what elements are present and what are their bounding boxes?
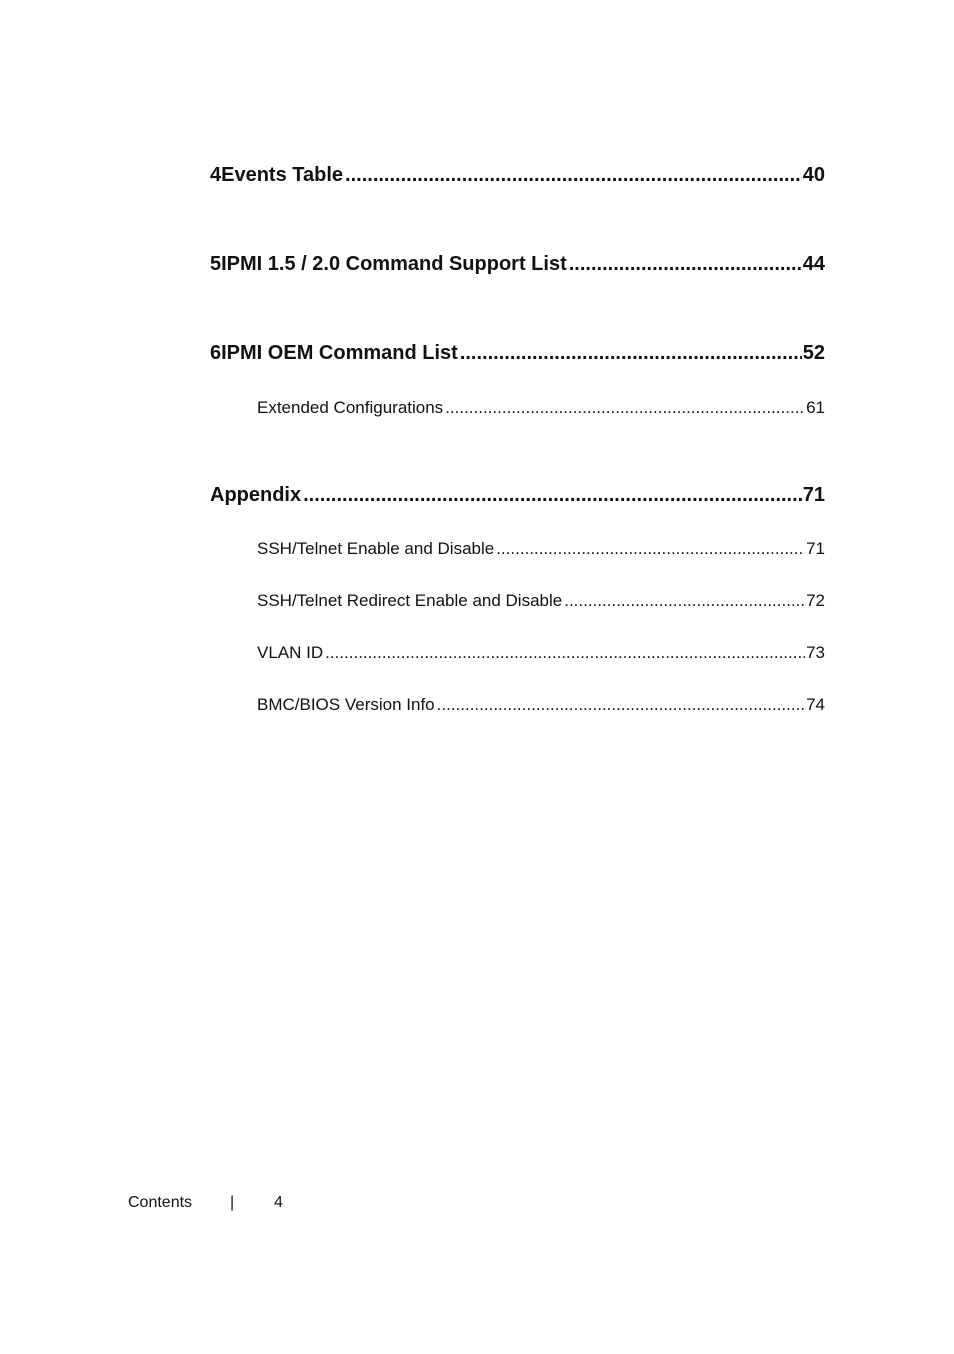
toc-dot-leader — [325, 643, 805, 663]
toc-entry-chapter-5[interactable] — [210, 253, 825, 276]
toc-entry-title: BMC/BIOS Version Info — [257, 695, 435, 714]
toc-page-number: 71 — [806, 539, 825, 558]
toc-entry-ssh-telnet-enable[interactable] — [257, 539, 825, 559]
toc-entry-title: SSH/Telnet Redirect Enable and Disable — [257, 591, 563, 610]
toc-page-number: 72 — [806, 591, 825, 610]
toc-entry-title: Extended Configurations — [257, 398, 444, 417]
toc-dot-leader — [345, 164, 802, 187]
toc-page-number: 52 — [802, 342, 825, 364]
toc-page-number: 74 — [806, 695, 825, 714]
toc-entry-vlan-id[interactable] — [257, 643, 825, 663]
toc-chapter-number: 6 — [210, 342, 222, 364]
toc-dot-leader — [445, 398, 805, 418]
toc-page-number: 61 — [806, 398, 825, 417]
toc-entry-title: Events Table — [221, 164, 344, 186]
toc-page-number: 44 — [802, 253, 825, 275]
toc-page-number: 71 — [802, 484, 825, 506]
toc-dot-leader — [460, 342, 802, 365]
toc-dot-leader — [569, 253, 802, 276]
toc-dot-leader — [437, 695, 805, 715]
footer-separator: | — [230, 1194, 235, 1211]
toc-entry-chapter-6[interactable] — [210, 342, 825, 365]
footer-page-number: 4 — [274, 1194, 283, 1211]
toc-dot-leader — [303, 484, 802, 507]
toc-entry-extended-configurations[interactable] — [257, 398, 825, 418]
toc-entry-title: SSH/Telnet Enable and Disable — [257, 539, 495, 558]
toc-dot-leader — [564, 591, 805, 611]
toc-chapter-number: 5 — [210, 253, 222, 275]
toc-entry-appendix[interactable] — [210, 484, 825, 507]
toc-entry-bmc-bios-version[interactable] — [257, 695, 825, 715]
toc-entry-title: VLAN ID — [257, 643, 324, 662]
toc-dot-leader — [496, 539, 805, 559]
toc-entry-title: IPMI OEM Command List — [221, 342, 458, 364]
toc-page-number: 40 — [802, 164, 825, 186]
toc-entry-chapter-4[interactable] — [210, 164, 825, 187]
toc-chapter-number: 4 — [210, 164, 222, 186]
toc-entry-title: Appendix — [210, 484, 302, 506]
footer-section-label: Contents — [128, 1194, 193, 1211]
toc-entry-ssh-telnet-redirect[interactable] — [257, 591, 825, 611]
toc-page-number: 73 — [806, 643, 825, 662]
toc-entry-title: IPMI 1.5 / 2.0 Command Support List — [221, 253, 567, 275]
